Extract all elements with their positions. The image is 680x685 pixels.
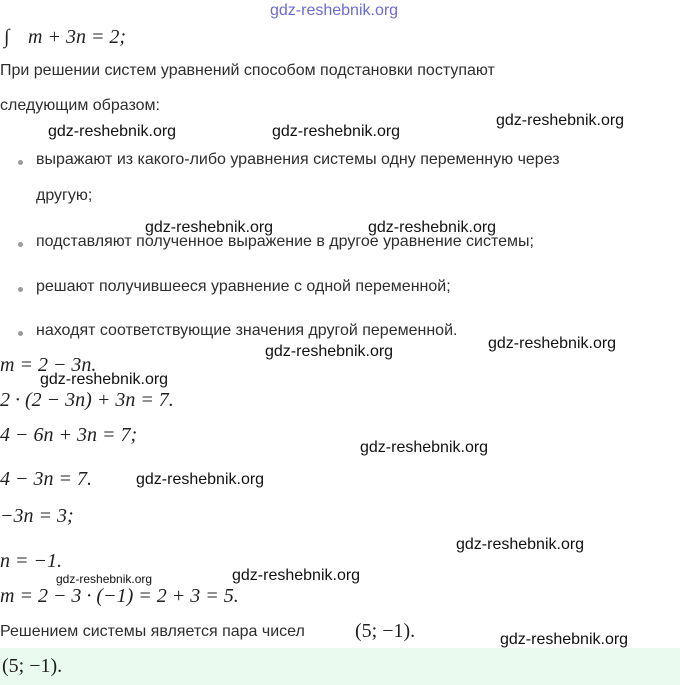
- list-item-continuation: другую;: [36, 187, 93, 204]
- conclusion-text: Решением системы является пара чисел: [0, 623, 305, 640]
- watermark: gdz-reshebnik.org: [456, 536, 585, 553]
- watermark: gdz-reshebnik.org: [500, 631, 629, 648]
- bullet-icon: [18, 242, 23, 247]
- equation-line: 2 · (2 − 3n) + 3n = 7.: [0, 389, 174, 411]
- watermark: gdz-reshebnik.org: [136, 471, 265, 488]
- list-item: находят соответствующие значения другой переменной.: [36, 322, 458, 339]
- equation-line: 4 − 3n = 7.: [0, 468, 92, 490]
- answer-value: (5; −1).: [2, 655, 63, 677]
- watermark: gdz-reshebnik.org: [56, 572, 153, 586]
- list-item: подставляют полученное выражение в другое уравнение системы;: [36, 233, 534, 250]
- intro-line-1: При решении систем уравнений способом подстановки поступают: [0, 62, 495, 79]
- watermark: gdz-reshebnik.org: [145, 219, 274, 236]
- answer-box: [0, 648, 680, 685]
- intro-line-2: следующим образом:: [0, 97, 160, 114]
- bullet-icon: [18, 331, 23, 336]
- list-item: выражают из какого-либо уравнения системы одну переменную через: [36, 151, 560, 168]
- equation-line: m = 2 − 3n.: [0, 354, 97, 376]
- watermark: gdz-reshebnik.org: [368, 219, 497, 236]
- watermark: gdz-reshebnik.org: [496, 112, 625, 129]
- watermark: gdz-reshebnik.org: [265, 343, 394, 360]
- equation-line: −3n = 3;: [0, 505, 74, 527]
- bullet-icon: [18, 160, 23, 165]
- watermark: gdz-reshebnik.org: [360, 439, 489, 456]
- watermark: gdz-reshebnik.org: [272, 123, 401, 140]
- watermark: gdz-reshebnik.org: [488, 335, 617, 352]
- conclusion-pair: (5; −1).: [355, 620, 416, 642]
- list-item: решают получившееся уравнение с одной переменной;: [36, 278, 451, 295]
- bullet-icon: [18, 287, 23, 292]
- watermark: gdz-reshebnik.org: [48, 123, 177, 140]
- system-equation: m + 3n = 2;: [28, 26, 127, 48]
- equation-line: m = 2 − 3 · (−1) = 2 + 3 = 5.: [0, 585, 239, 607]
- equation-line: 4 − 6n + 3n = 7;: [0, 424, 138, 446]
- equation-line: n = −1.: [0, 550, 62, 572]
- watermark: gdz-reshebnik.org: [232, 567, 361, 584]
- watermark-top: gdz-reshebnik.org: [270, 2, 399, 19]
- integral-brace: ∫: [4, 26, 10, 48]
- watermark: gdz-reshebnik.org: [40, 371, 169, 388]
